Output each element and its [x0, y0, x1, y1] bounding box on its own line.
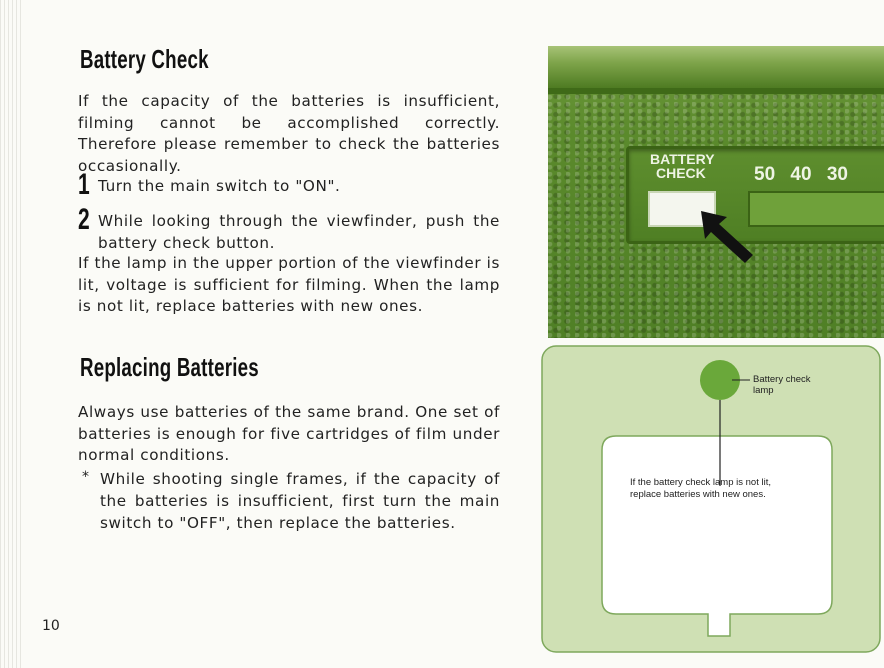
battery-label-line2: CHECK — [656, 165, 706, 181]
battery-check-heading: Battery Check — [80, 44, 209, 74]
step-2-number: 2 — [78, 203, 91, 236]
note-asterisk: * — [82, 469, 90, 485]
viewfinder-diagram — [538, 344, 884, 656]
battery-check-intro: If the capacity of the batteries is insufficient, filming cannot be accomplished correctly. Therefore please remember to check the batteries occasionally. — [78, 92, 500, 175]
step-1-number: 1 — [78, 168, 91, 201]
step-2 — [78, 203, 500, 254]
replacing-batteries-text: Always use batteries of the same brand. One set of batteries is enough for five cartridges of film under normal conditions. — [78, 403, 500, 464]
pointer-arrow-icon — [701, 211, 761, 263]
lamp-label-line1: Battery check — [753, 374, 811, 385]
camera-top-rim — [548, 46, 884, 88]
battery-label-line1: BATTERY — [650, 151, 715, 167]
caption-line1: If the battery check lamp is not lit, — [630, 477, 771, 488]
step-2-text: While looking through the viewfinder, push the battery check button. — [98, 212, 500, 252]
footage-indicator-strip — [748, 191, 884, 227]
step-1 — [78, 168, 500, 201]
footage-scale: 50 40 30 — [754, 164, 848, 185]
lamp-result-text: If the lamp in the upper portion of the viewfinder is lit, voltage is sufficient for filming. When the lamp is not lit, replace batteries with new ones. — [78, 254, 500, 315]
viewfinder-frame — [602, 436, 832, 636]
caption-line2: replace batteries with new ones. — [630, 489, 766, 500]
single-frame-note — [78, 468, 500, 534]
lamp-label-line2: lamp — [753, 385, 774, 396]
battery-check-label — [650, 152, 715, 180]
camera-battery-check-photo — [548, 46, 884, 338]
replacing-batteries-heading: Replacing Batteries — [80, 352, 259, 382]
page-number: 10 — [42, 618, 60, 634]
step-1-text: Turn the main switch to "ON". — [98, 177, 341, 195]
page-spine-edge — [0, 0, 22, 668]
single-frame-note-text: While shooting single frames, if the capacity of the batteries is insufficient, first turn the main switch to "OFF", then replace the batteries. — [100, 470, 500, 532]
camera-rim-shadow — [548, 88, 884, 94]
